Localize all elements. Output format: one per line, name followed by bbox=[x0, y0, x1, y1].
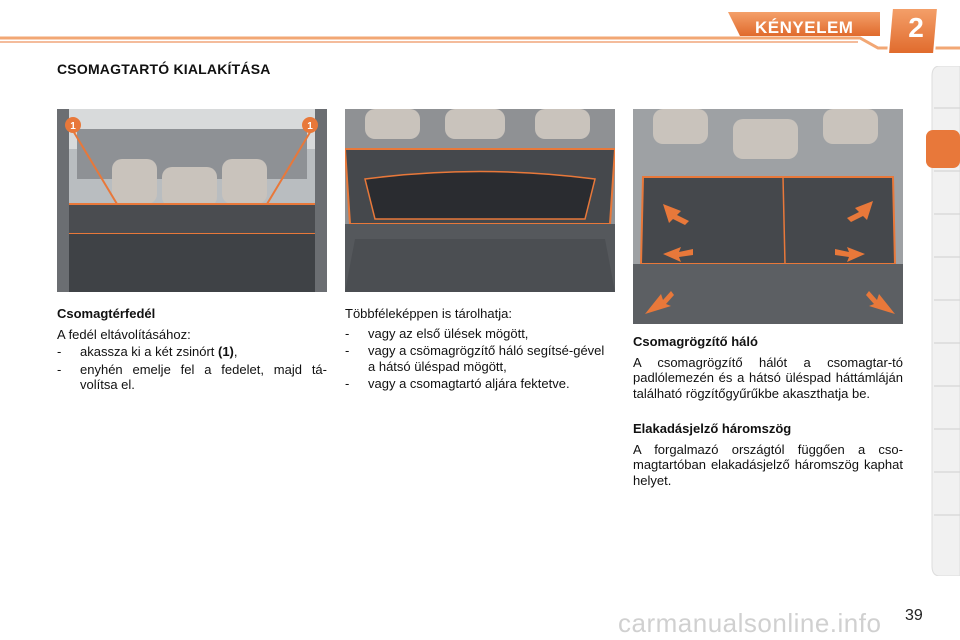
list-text: vagy az első ülések mögött, bbox=[368, 325, 529, 341]
list-dash: - bbox=[345, 325, 350, 341]
section-intro: A fedél eltávolításához: bbox=[57, 326, 191, 342]
section-heading: Csomagtérfedél bbox=[57, 306, 156, 321]
list-text: enyhén emelje fel a fedelet, majd tá-volítsa el. bbox=[80, 361, 327, 392]
storage-net-photo bbox=[345, 109, 615, 292]
section-body: A forgalmazó országtól függően a cso-magtartóban elakadásjelző háromszög kaphat helyet. bbox=[633, 441, 903, 488]
list-dash: - bbox=[57, 344, 62, 359]
list-item bbox=[345, 326, 615, 342]
list-text: vagy a csomagtartó aljára fektetve. bbox=[368, 376, 570, 391]
column-net-and-triangle bbox=[633, 334, 903, 490]
list-text: akassza ki a két zsinórt bbox=[80, 344, 218, 359]
list-item bbox=[345, 343, 615, 374]
section-heading: Csomagrögzítő háló bbox=[633, 334, 758, 349]
list-item bbox=[57, 362, 327, 393]
callout-1-right-label: 1 bbox=[307, 121, 313, 132]
section-heading: Elakadásjelző háromszög bbox=[633, 421, 792, 436]
list-item bbox=[345, 376, 615, 392]
chapter-number: 2 bbox=[908, 12, 924, 43]
list-text: vagy a csömagrögzítő háló segítsé-gével a hátsó üléspad mögött, bbox=[368, 343, 605, 374]
column-storage-options bbox=[345, 306, 615, 394]
list-dash: - bbox=[345, 343, 350, 358]
list-item bbox=[57, 344, 327, 360]
active-chapter-tab bbox=[926, 130, 960, 168]
list-dash: - bbox=[345, 376, 350, 391]
watermark-text: carmanualsonline.info bbox=[618, 608, 882, 638]
page-number: 39 bbox=[905, 607, 923, 624]
section-body: A csomagrögzítő hálót a csomagtar-tó padlólemezén és a hátsó üléspad háttámláján található rögzítőgyűrűkbe akaszthatja be. bbox=[633, 354, 903, 401]
page-title: CSOMAGTARTÓ KIALAKÍTÁSA bbox=[57, 61, 271, 77]
list-tail: , bbox=[233, 344, 238, 359]
column-luggage-cover bbox=[57, 306, 327, 395]
luggage-cover-photo bbox=[57, 109, 327, 292]
list-ref: (1) bbox=[218, 344, 234, 359]
callout-1-left-label: 1 bbox=[70, 121, 76, 132]
list-dash: - bbox=[57, 361, 62, 377]
anchoring-rings-photo bbox=[633, 109, 903, 324]
chapter-title: KÉNYELEM bbox=[755, 18, 854, 37]
chapter-tabs bbox=[926, 66, 960, 576]
section-intro: Többféleképpen is tárolhatja: bbox=[345, 306, 512, 321]
